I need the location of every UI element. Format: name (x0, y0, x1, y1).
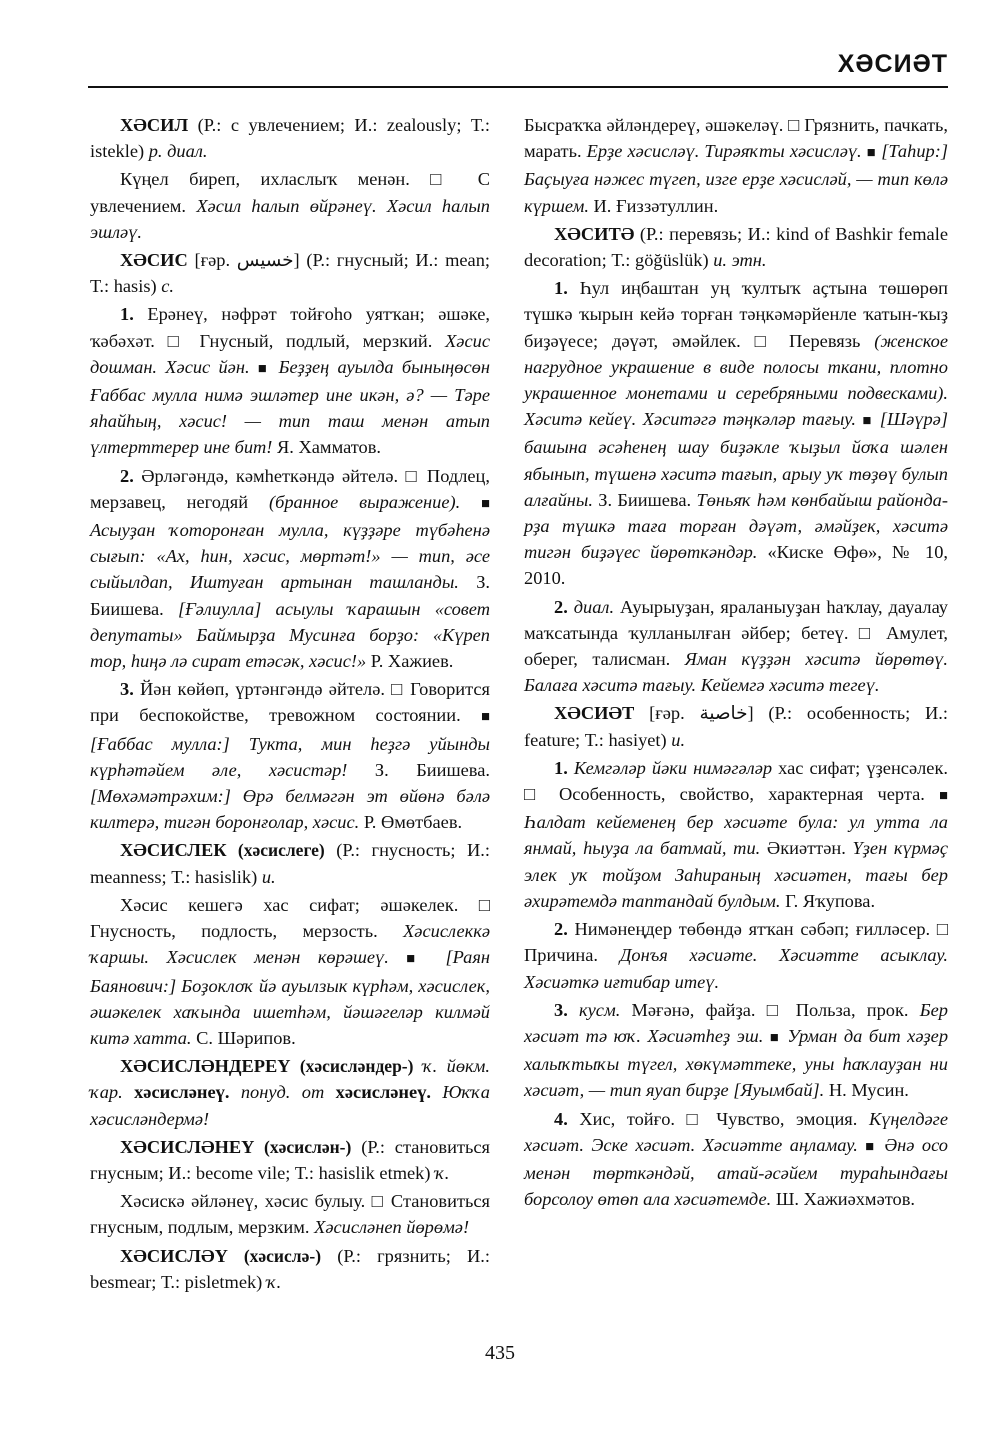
definition (90, 166, 490, 245)
source: Ш. Хажиәхмәтов. (771, 1189, 916, 1210)
headword-form: (хәсислә-) (227, 1245, 322, 1266)
part-of-speech: понуд. от (229, 1082, 336, 1103)
example: Яман күҙҙән хәситә йөрөтөү. Балаға хәситә тағыу. Кейемгә хәситә тегеү. (524, 649, 948, 696)
definition-text: Һул иңбаштан уң ҡултыҡ аҫтына төшөрөп түшкә ҡырын кейә торған тәңкәмәрйенле ҡатын-ҡыҙ биҙәүесе; дәүәт, әмәйлек. □ Перевязь (524, 278, 948, 351)
headword: ХӘСИСЛЕК (120, 840, 227, 861)
definition (524, 112, 948, 219)
entry-khasil (90, 112, 490, 164)
example: Донъя хәсиәте. Хәсиәтте асыклау. Хәсиәткә иғтибар итеү. (524, 945, 948, 992)
source: Әкиәттән. (760, 838, 853, 859)
sense-number: 3. (554, 999, 568, 1020)
part-of-speech: р. диал. (148, 141, 208, 162)
grammar: (Р.: становиться гнусным; И.: become vile; Т.: hasislik etmek) (90, 1136, 490, 1183)
example: [Ғаббас мулла:] Тукта, мин һеҙгә уйынды күрһәтәйем әле, хәсистәр! (90, 733, 490, 780)
part-of-speech: ҡ. йөкм. ҡар. (90, 1056, 490, 1103)
source: З. Биишева. (347, 759, 491, 780)
sense (90, 301, 490, 460)
example: [Шәүрә] башына әсәһенең шау биҙәкле ҡыҙыл йоҡа шәлен ябынып, түшенә хәситә тағып, арыу уҡ төҙөү булып алғайны. (524, 409, 948, 510)
grammar: (Р.: гнусность; И.: meanness; Т.: hasislik) (90, 840, 490, 887)
headword-form: (хәсисләндер-) (290, 1056, 414, 1077)
definition-text: Хис, тойғо. □ Чувство, эмоция. (567, 1108, 869, 1129)
example: [Таһир:] Баҫыуға нәжес түгеп, изге ерҙе хәсисләй, — тип көлә күршем. (524, 141, 948, 216)
left-column (90, 112, 490, 1297)
definition-text: Хәсис кешегә хас сифат; әшәкелек. □ Гнусность, подлость, мерзость. (90, 894, 490, 942)
source: Р. Өмөтбаев. (359, 812, 463, 833)
source: Р. Хажиев. (366, 651, 454, 672)
entry-khasislanew (90, 1134, 490, 1186)
right-column (524, 112, 948, 1214)
part-of-speech: и. (261, 866, 276, 887)
bullet-square-icon: ■ (769, 1029, 781, 1046)
sense-number: 2. (120, 465, 134, 486)
headword: ХӘСИСЛӘНДЕРЕҮ (120, 1056, 291, 1077)
headword: ХӘСИӘТ (554, 703, 635, 724)
definition-text: Күңел биреп, ихласлыҡ менән. □ С увлечением. (90, 169, 490, 216)
sense-number: 4. (554, 1108, 568, 1129)
example: Хәсил һалып өйрәнеү. Хәсил һалып эшләү. (90, 195, 490, 242)
headword: ХӘСИЛ (120, 115, 189, 135)
sense (524, 1106, 948, 1213)
part-of-speech: и. этн. (713, 250, 767, 271)
example: Ерҙе хәсисләү. Тирәяҡты хәсисләү. (586, 141, 862, 162)
definition-text: хас сифат; үҙенсәлек. □ Особенность, свойство, характерная черта. (524, 757, 948, 805)
part-of-speech: с. (161, 276, 174, 297)
source: «Киске Өфө», № 10, 2010. (524, 542, 949, 589)
example: Бер хәсиәт тә юҡ. Хәсиәтһеҙ эш. (524, 999, 948, 1046)
headword: ХӘСИС (120, 250, 188, 271)
definition-text: Әрләгәндә, кәмһеткәндә әйтелә. □ Подлец, мерзавец, негодяй (90, 465, 490, 512)
bullet-square-icon: ■ (257, 360, 271, 377)
definition (90, 1188, 490, 1240)
sense-number: 2. (554, 919, 568, 940)
sense-number: 1. (554, 757, 568, 778)
part-of-speech: и. (671, 729, 686, 750)
source: С. Шәрипов. (191, 1027, 296, 1048)
example: [Ғәлиулла] асыулы ҡарашын «совет депутаты» Баймырҙа Мусинға борҙо: «Күреп тор, һиңә лә сират етәсәк, хәсис!» (90, 598, 490, 672)
grammar: (Р.: с увлечением; И.: zealously; Т.: istekle) (90, 115, 490, 162)
headword-form: (хәсислеге) (226, 840, 325, 861)
example: Үҙен күрмәҫ элек уҡ тойҙом Заһираның хәсиәтен, тағы бер әхирәтемдә таптандай булдым. (524, 838, 949, 911)
bullet-square-icon: ■ (862, 413, 874, 430)
bullet-square-icon: ■ (939, 788, 948, 805)
source: З. Биишева. (592, 489, 697, 510)
note: (бранное выражение). (268, 491, 461, 512)
example: Хәсисләнеп йөрөмә! (314, 1217, 470, 1238)
sense (524, 275, 948, 591)
definition-text: Йән көйөп, үртәнгәндә әйтелә. □ Говорится при беспокойстве, тревожном состоянии. (90, 679, 490, 726)
example: Хәсислеккә ҡаршы. Хәсислек менән көрәшеү. (90, 921, 490, 968)
grammar: [ғәр. خاصية] (Р.: особенность; И.: feature; Т.: hasiyet) (524, 703, 948, 750)
example: [Раян Баянович:] Боҙоклоҡ йә ауылзык күрһәм, хәсислек, әшәкелек хаҡында ишетһәм, йәшәгеләр килмәй китә хатта. (90, 947, 490, 1048)
part-of-speech: ҡ. (435, 1162, 450, 1183)
entry-khasislaw (90, 1243, 490, 1295)
entry-khasis (90, 247, 490, 299)
note: (женское нагрудное украшение в виде полосы ткани, плотно украшенное монетами и серебряными подвесками). (524, 330, 948, 404)
source: Н. Мусин. (824, 1080, 909, 1101)
cross-reference: хәсисләнеү. (335, 1082, 431, 1103)
cross-reference: хәсисләнеү. (134, 1082, 230, 1103)
sense-number: 3. (120, 679, 134, 700)
source: Я. Хамматов. (272, 437, 382, 458)
definition-text: Мәғәнә, файҙа. □ Польза, прок. (620, 999, 920, 1020)
part-of-speech: ҡ. (266, 1271, 282, 1292)
sense-number: 1. (120, 304, 134, 325)
header-rule (88, 86, 948, 88)
part-of-speech: диал. (567, 596, 615, 617)
sense (90, 463, 490, 675)
headword: ХӘСИСЛӘНЕҮ (120, 1136, 255, 1157)
source: З. Биишева. (90, 572, 490, 619)
running-head: ХӘСИӘТ (837, 50, 948, 78)
grammar: (Р.: перевязь; И.: kind of Bashkir female decoration; Т.: göğüslük) (524, 223, 948, 271)
bullet-square-icon: ■ (481, 709, 490, 726)
bullet-square-icon: ■ (865, 1138, 877, 1155)
bullet-square-icon: ■ (481, 495, 490, 512)
sense (524, 997, 948, 1104)
sense (90, 676, 490, 835)
grammar: [ғәр. خسيس] (Р.: гнусный; И.: mean; Т.: hasis) (90, 250, 491, 297)
sense (524, 755, 948, 914)
source: Г. Яҡупова. (780, 890, 876, 911)
sense-number: 2. (554, 596, 568, 617)
headword-form: (хәсислән-) (254, 1136, 352, 1157)
example: Юҡҡа хәсисләндермә! (90, 1082, 490, 1129)
sense (524, 916, 948, 995)
entry-khasislek (90, 837, 490, 889)
part-of-speech: кусм. (567, 999, 621, 1020)
definition-text: Нимәнеңдер төбөндә ятҡан сәбәп; ғилләсер. □ Причина. (524, 919, 948, 966)
sense-number: 1. (554, 278, 568, 299)
definition (90, 892, 490, 1051)
entry-khasislanderew (90, 1053, 490, 1132)
bullet-square-icon: ■ (866, 145, 877, 162)
example: Хәсис дошман. Хәсис йән. (90, 330, 490, 377)
grammar: (Р.: грязнить; И.: besmear; Т.: pisletmek) (90, 1245, 490, 1292)
entry-khasiat (524, 700, 948, 752)
entry-khasita (524, 221, 948, 273)
example: Әнә осо менән төрткәндәй, атай-әсәйем тураһындағы борсолоу өтөп ала хәсиәтемде. (524, 1134, 948, 1210)
definition-text: Бысраҡҡа әйләндереү, әшәкеләү. □ Грязнить, пачкать, марать. (524, 115, 948, 162)
sense (524, 594, 948, 699)
definition-text: Ауырыуҙан, яраланыуҙан һаҡлау, дауалау маҡсатында ҡулланылған әйбер; бетеү. □ Амулет, оберег, талисман. (524, 596, 948, 670)
example: Төньяҡ һәм көнбайыш райондарҙа түшкә таға торған дәүәт, әмәйҙек, хәситә тигән биҙәүес йөрөткәндәр. (524, 489, 949, 563)
headword: ХӘСИТӘ (554, 223, 635, 244)
example: Урман да бит хәҙер халыҡтыҡы түгел, хөкүмәттеке, уны һаҡлауҙан ни хәсиәт, — тип яуап бирҙе [Яуымбай]. (524, 1025, 949, 1101)
page-number: 435 (485, 1342, 515, 1364)
example: Хәситә кейеү. Хәситәгә тәңкәләр тағыу. (524, 409, 856, 430)
source: И. Ғиззәтуллин. (588, 195, 719, 216)
example: [Мөхәмәтрәхим:] Өрә белмәгән эт өйөнә бәлә килтерә, тигән боронғолар, хәсис. (90, 786, 490, 833)
example: Беҙҙең ауылда быныңөсөн Ғаббас мулла нимә эшләтер ине икән, ә? — Тәре яһайһың, хәсис! — тип таш менән атып үлтерттерер ине бит! (90, 356, 490, 458)
bullet-square-icon: ■ (406, 951, 428, 968)
example: Асыуҙан ҡоторонған мулла, күҙҙәре түбәһенә сығып: «Ах, һин, хәсис, мөртәт!» — тип, әсе сыйылдап, Иштуған артынан ташланды. (90, 520, 490, 593)
headword: ХӘСИСЛӘҮ (120, 1245, 228, 1266)
definition-text: Ерәнеү, нәфрәт тойғоһо уятҡан; әшәке, ҡәбәхәт. □ Гнусный, подлый, мерзкий. (90, 304, 490, 351)
example: Һалдат кейеменең бер хәсиәте була: ул утта ла янмай, һыуҙа ла батмай, ти. (524, 812, 948, 859)
example: Кемгәләр йәки нимәгәләр (573, 757, 773, 778)
example: Күңелдәге хәсиәт. Эске хәсиәт. Хәсиәтте аңламау. (524, 1108, 948, 1155)
definition-text: Хәсискә әйләнеү, хәсис булыу. □ Становиться гнусным, подлым, мерзким. (90, 1191, 490, 1238)
